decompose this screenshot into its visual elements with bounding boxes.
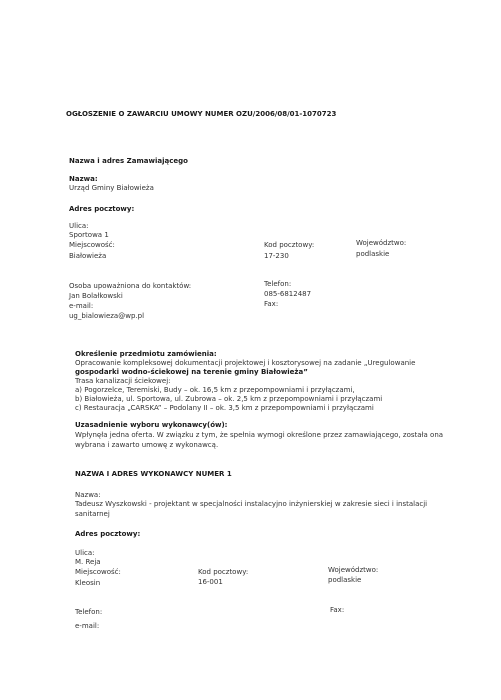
contracting-address-heading: Adres pocztowy: — [69, 205, 135, 213]
contracting-street-value: Sportowa 1 — [69, 231, 109, 239]
contracting-phone-value: 085-6812487 — [264, 290, 312, 298]
contractor-address-heading: Adres pocztowy: — [75, 530, 141, 538]
contractor-postal-label: Kod pocztowy: — [198, 568, 249, 576]
contracting-name-label: Nazwa: — [69, 175, 98, 183]
contracting-city-label: Miejscowość: — [69, 241, 115, 249]
contractor-name-label: Nazwa: — [75, 491, 101, 499]
contractor-city-label: Miejscowość: — [75, 568, 121, 576]
contact-person-label: Osoba upoważniona do kontaktów: — [69, 282, 192, 290]
contractor-postal-value: 16-001 — [198, 578, 223, 586]
contractor-city-value: Kleosin — [75, 579, 101, 587]
contracting-voivodeship-value: podlaskie — [356, 250, 390, 258]
contracting-fax-label: Fax: — [264, 300, 279, 308]
document-title: OGŁOSZENIE O ZAWARCIU UMOWY NUMER OZU/2006/08/01-1070723 — [66, 110, 337, 118]
contractor-voivodeship-label: Województwo: — [328, 566, 379, 574]
contractor-street-label: Ulica: — [75, 549, 95, 557]
subject-line-3: Trasa kanalizacji ściekowej: — [75, 377, 171, 385]
contractor-street-value: M. Reja — [75, 558, 101, 566]
contractor-email-label: e-mail: — [75, 622, 100, 630]
contractor-phone-label: Telefon: — [75, 608, 103, 616]
contractor-voivodeship-value: podlaskie — [328, 576, 362, 584]
contact-person-value: Jan Bolałkowski — [69, 292, 123, 300]
subject-line-2: gospodarki wodno-ściekowej na terenie gminy Białowieża” — [75, 368, 308, 376]
contracting-voivodeship-label: Województwo: — [356, 239, 407, 247]
contractor-heading: NAZWA I ADRES WYKONAWCY NUMER 1 — [75, 470, 232, 478]
contracting-email-value: ug_bialowieza@wp.pl — [69, 312, 145, 320]
subject-item-b: b) Białowieża, ul. Sportowa, ul. Zubrowa – ok. 2,5 km z przepompowniami i przyłączami — [75, 395, 383, 403]
contracting-postal-label: Kod pocztowy: — [264, 241, 315, 249]
subject-item-a: a) Pogorzelce, Teremiski, Budy – ok. 16,5 km z przepompowniami i przyłączami, — [75, 386, 355, 394]
contracting-city-value: Białowieża — [69, 252, 107, 260]
contracting-name-value: Urząd Gminy Białowieża — [69, 184, 154, 192]
contractor-name-line-1: Tadeusz Wyszkowski - projektant w specjalności instalacyjno inżynierskiej w zakresie sieci i instalacji — [75, 500, 428, 508]
justification-line-1: Wpłynęła jedna oferta. W związku z tym, że spełnia wymogi określone przez zamawiającego, została ona — [75, 431, 444, 439]
subject-item-c: c) Restauracja „CARSKA” – Podolany II – ok. 3,5 km z przepompowniami i przyłączami — [75, 404, 374, 412]
contracting-heading: Nazwa i adres Zamawiającego — [69, 157, 188, 165]
contracting-street-label: Ulica: — [69, 222, 89, 230]
justification-heading: Uzasadnienie wyboru wykonawcy(ów): — [75, 421, 228, 429]
contractor-name-line-2: sanitarnej — [75, 510, 110, 518]
contracting-phone-label: Telefon: — [264, 280, 292, 288]
subject-heading: Określenie przedmiotu zamówienia: — [75, 350, 217, 358]
subject-line-1: Opracowanie kompleksowej dokumentacji projektowej i kosztorysowej na zadanie „Uregulowanie — [75, 359, 416, 367]
contracting-email-label: e-mail: — [69, 302, 94, 310]
justification-line-2: wybrana i zawarto umowę z wykonawcą. — [75, 441, 219, 449]
contractor-fax-label: Fax: — [330, 606, 345, 614]
contracting-postal-value: 17-230 — [264, 252, 289, 260]
